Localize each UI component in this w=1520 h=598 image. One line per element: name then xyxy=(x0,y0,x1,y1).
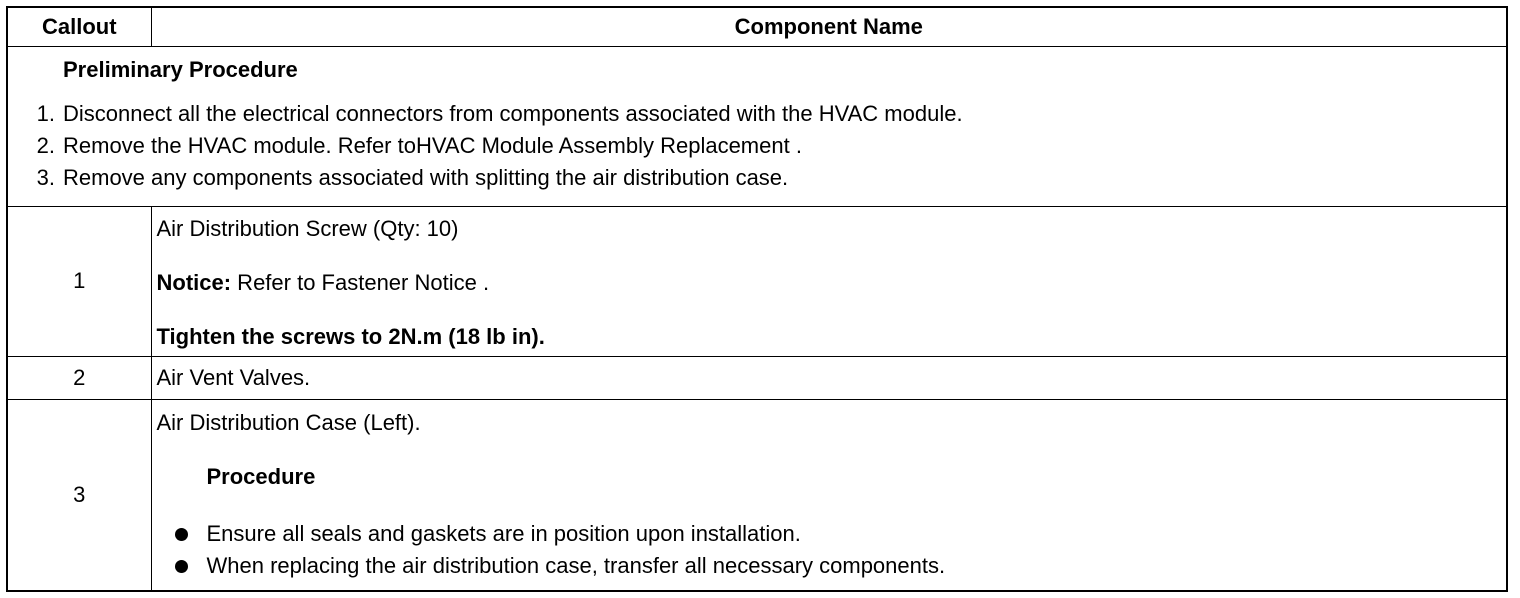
step-number: 1. xyxy=(36,101,55,126)
preliminary-procedure-row xyxy=(8,47,1506,207)
component-name: Air Distribution Screw (Qty: 10) xyxy=(156,215,459,241)
bullet-icon xyxy=(157,550,207,582)
torque-spec: Tighten the screws to 2N.m (18 lb in). xyxy=(156,323,545,349)
list-item xyxy=(157,518,1507,550)
step-text: Remove the HVAC module. Refer toHVAC Module Assembly Replacement . xyxy=(63,133,802,158)
component-table xyxy=(8,8,1506,590)
callout-column-header: Callout xyxy=(8,8,151,47)
component-cell xyxy=(151,399,1506,590)
table-row xyxy=(8,356,1506,399)
callout-cell: 2 xyxy=(8,356,151,399)
component-name: Air Distribution Case (Left). xyxy=(156,409,421,435)
notice-text: Refer to Fastener Notice . xyxy=(231,269,490,295)
component-table-frame xyxy=(6,6,1508,592)
component-name-column-header: Component Name xyxy=(151,8,1506,47)
step-number: 3. xyxy=(36,165,55,190)
bullet-icon xyxy=(157,518,207,550)
list-item xyxy=(8,130,1506,162)
step-number: 2. xyxy=(36,133,55,158)
notice-label: Notice: xyxy=(156,269,232,295)
list-item xyxy=(157,550,1507,582)
table-header-row xyxy=(8,8,1506,47)
procedure-bullets xyxy=(157,518,1507,582)
step-text: Remove any components associated with splitting the air distribution case. xyxy=(63,165,789,190)
callout-cell: 3 xyxy=(8,399,151,590)
preliminary-procedure-cell xyxy=(8,47,1506,207)
component-cell xyxy=(151,206,1506,356)
table-row xyxy=(8,206,1506,356)
callout-cell: 1 xyxy=(8,206,151,356)
list-item xyxy=(8,162,1506,194)
preliminary-procedure-title: Preliminary Procedure xyxy=(63,57,298,82)
bullet-text: When replacing the air distribution case, transfer all necessary components. xyxy=(206,552,946,578)
component-name: Air Vent Valves. xyxy=(151,356,1506,399)
preliminary-steps-list xyxy=(8,98,1506,194)
notice-line xyxy=(157,270,1507,296)
bullet-text: Ensure all seals and gaskets are in position upon installation. xyxy=(206,520,801,546)
table-row xyxy=(8,399,1506,590)
step-text: Disconnect all the electrical connectors from components associated with the HVAC module. xyxy=(63,101,963,126)
procedure-title: Procedure xyxy=(206,463,316,489)
list-item xyxy=(8,98,1506,130)
